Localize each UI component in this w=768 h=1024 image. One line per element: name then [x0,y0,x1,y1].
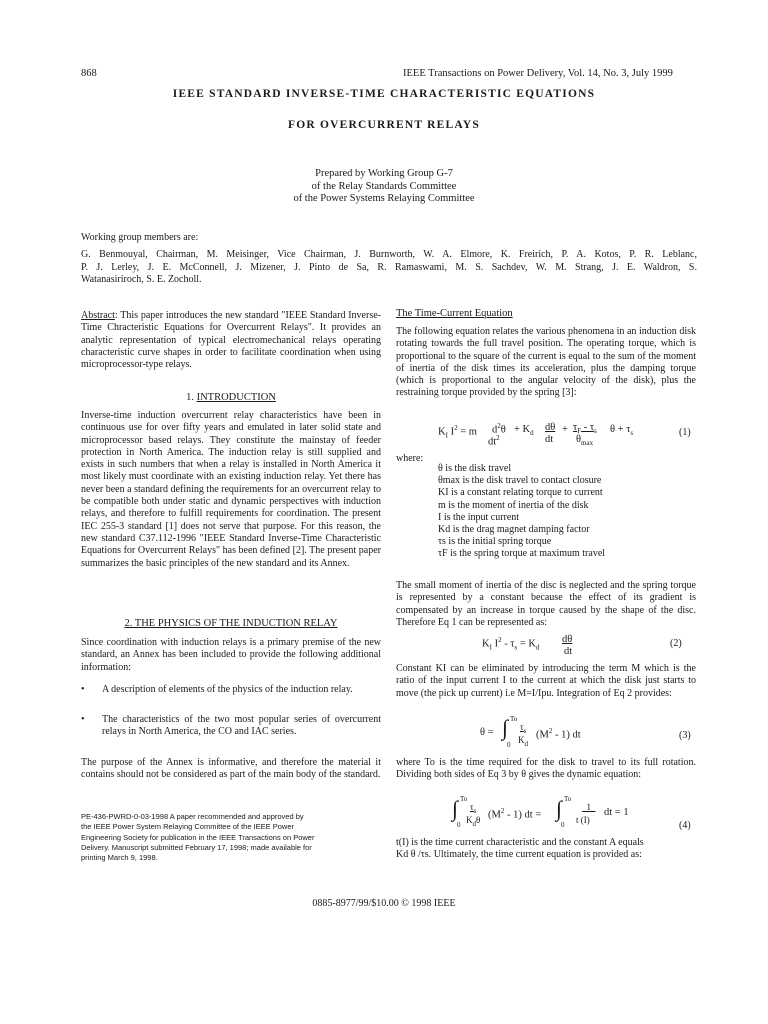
bullet-text-2: The characteristics of the two most popular series of overcurrent relays in North America, the CO and IAC series. [102,714,381,738]
equation-1: $K_I$ $I^2 = m$ $d^2\theta$ $dt^2$ + $K_d$ dθ dt + $\tau_F - \tau_s$ $\theta_{max}$ $\theta + \tau_s$ [438,422,634,448]
intro-text: Inverse-time induction overcurrent relay characteristics have been in continuous use for over fifty years and emulated in later solid state and microprocessor based relays. They constitute the mainstay of feeder protection in North America. The induction relay is still supplied and exists in such numbers that when a relay is installed in North America it most likely must coordinate with an existing induction relay. Yet there has never been a standard defining the requirements for an overcurrent relay to be compatible both under static and dynamic perspectives with induction relays, and therefore to fulfill requirements for coordination. The present IEC 255-3 standard [1] does not serve that purpose. For this reason, the new standard C37.112-1996 "IEEE Standard Inverse-Time Characteristic Equations for Overcurrent Relays" has been defined [2]. The present paper summarizes the basic principles of the new standard and its Annex. [81,410,381,569]
physics-heading: 2. THE PHYSICS OF THE INDUCTION RELAY [124,618,338,629]
variable-i: I is the input current [438,511,520,523]
intro-number: 1. [186,392,197,403]
bullet-item-1 [81,684,381,696]
prepared-by [0,168,768,206]
intro-heading [81,392,381,403]
footnote-line-3: Engineering Society for publication in the IEEE Transactions on Power [81,832,315,842]
footnote-line-4: Delivery. Manuscript submitted February 17, 1998; made available for [81,842,312,852]
time-current-text-4: where To is the time required for the disk to travel to its full rotation. Dividing both sides of Eq 3 by θ gives the dynamic equation: [396,757,696,781]
footnote-line-1: PE-436-PWRD-0-03-1998 A paper recommended and approved by [81,812,304,821]
prepared-line-3: of the Power Systems Relaying Committee [293,193,475,204]
variable-ki: KI is a constant relating torque to current [438,487,603,499]
intro-title: INTRODUCTION [196,392,276,403]
time-current-text-2: The small moment of inertia of the disc is neglected and the spring torque is represented by a constant because the effect of its gradient is compensated by an increase in torque caused by the shape of the disc. Therefore Eq 1 can be represented as: [396,580,696,628]
members-line-1: G. Benmouyal, Chairman, M. Meisinger, Vice Chairman, J. Burnworth, W. A. Elmore, K. Freirich, P. A. Kotos, P. R. Leblanc, [81,249,697,260]
equation-1-number: (1) [679,427,691,438]
time-current-heading: The Time-Current Equation [396,308,513,319]
bullet-icon: • [81,684,85,695]
prepared-line-1: Prepared by Working Group G-7 [315,168,453,179]
page-number: 868 [81,68,97,79]
footnote-line-5: printing March 9, 1998. [81,853,158,863]
variable-theta: θ is the disk travel [438,463,512,474]
variable-tau-f: τF is the spring torque at maximum travel [438,548,606,560]
text5-line-1: t(I) is the time current characteristic and the constant A equals [396,837,644,848]
equation-2-number: (2) [670,638,682,649]
equation-4: ∫ To 0 $\tau_s$ $K_d\theta$ $(M^2 - 1)$ dt = ∫ To 0 1 t (I) dt = 1 [452,795,629,829]
journal-citation: IEEE Transactions on Power Delivery, Vol. 14, No. 3, July 1999 [403,68,673,79]
footnote [81,812,381,863]
members-heading: Working group members are: [81,232,199,243]
paper-title-line-1: IEEE STANDARD INVERSE-TIME CHARACTERISTIC EQUATIONS [172,88,596,100]
equation-2: $K_I$ $I^2 - \tau_s = K_d$ dθ dt [482,634,573,657]
footnote-line-2: the IEEE Power System Relaying Committee of the IEEE Power [81,822,295,832]
equation-3-number: (3) [679,730,691,741]
time-current-text-5 [396,837,696,862]
physics-text-2: The purpose of the Annex is informative, and therefore the material it contains should not be considered as part of the main body of the standard. [81,757,381,781]
text5-line-2: Kd θ /τs. Ultimately, the time current equation is provided as: [396,849,642,861]
abstract-label: Abstract [81,310,115,321]
time-current-text: The following equation relates the various phenomena in an induction disk rotating towards the full travel position. The operating torque, which is proportional to the square of the current is equal to the sum of the moment of inertia of the disk times its acceleration, plus the damping torque (which is proportional to the angular velocity of the disk), plus the restraining torque provided by the spring [3]: [396,326,696,399]
variable-m: m is the moment of inertia of the disk [438,499,589,511]
bullet-item-2 [81,714,381,739]
copyright-footer: 0885-8977/99/$10.00 © 1998 IEEE [312,898,456,909]
members-line-2: P. J. Lerley, J. E. McConnell, J. Mizener, J. Pinto de Sa, R. Ramaswami, M. S. Sachdev, W. M. Strang, J. E. Waldron, S. [81,261,697,273]
variable-kd: Kd is the drag magnet damping factor [438,524,590,536]
equation-3: θ = ∫ To 0 $\tau_s$ $K_d$ $(M^2 - 1)$ dt [480,715,581,749]
prepared-line-2: of the Relay Standards Committee [311,180,457,192]
physics-text: Since coordination with induction relays is a primary premise of the new standard, an Annex has been included to provide the following additional information: [81,637,381,673]
equation-4-number: (4) [679,820,691,831]
where-label: where: [396,453,424,464]
bullet-text-1: A description of elements of the physics of the induction relay. [102,684,353,695]
abstract [81,310,381,371]
members-list [81,249,697,287]
variable-list [438,463,708,561]
members-line-3: Watanasiriroch, S. E. Zocholl. [81,274,202,285]
bullet-icon: • [81,714,85,725]
variable-tau-s: τs is the initial spring torque [438,536,552,548]
paper-title-line-2: FOR OVERCURRENT RELAYS [288,119,480,131]
time-current-text-3: Constant KI can be eliminated by introducing the term M which is the ratio of the input current I to the current at which the disk just starts to move (the pick up current) i.e M=I/Ipu. Integration of Eq 2 provides: [396,663,696,699]
variable-theta-max: θmax is the disk travel to contact closure [438,475,602,487]
abstract-text: : This paper introduces the new standard "IEEE Standard Inverse-Time Chracteristic Equations for Overcurrent Relays". It provides an analytic representation of typical electromechanical relays operating characteristic curve shapes in order to facilitate coordination when using microprocessor-type relays. [81,310,381,371]
